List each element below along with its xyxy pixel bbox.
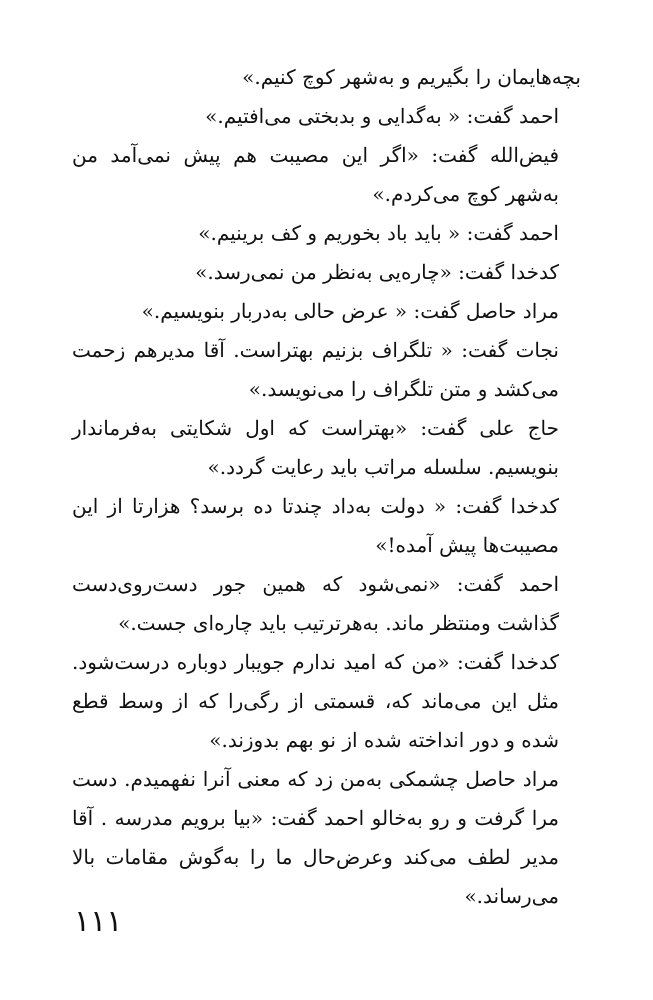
body-text <box>72 58 581 916</box>
paragraph-morad-2: مراد حاصل چشمکی به‌من زد که معنی آنرا نفهمیدم. دست مرا گرفت و رو به‌خالو احمد گفت: «بیا برویم مدرسه . آقا مدیر لطف می‌کند وعرض‌حال ما را به‌گوش مقامات بالا می‌رساند.» <box>72 767 559 908</box>
paragraph-nejat: نجات گفت: « تلگراف بزنیم بهتراست. آقا مدیرهم زحمت می‌کشد و متن تلگراف را می‌نویسد.» <box>72 338 559 401</box>
paragraph-morad-1: مراد حاصل گفت: « عرض حالی به‌دربار بنویسیم.» <box>141 299 559 323</box>
paragraph-continuation: بچه‌هایمان را بگیریم و به‌شهر کوچ کنیم.» <box>242 65 581 89</box>
paragraph-ahmad-3: احمد گفت: «نمی‌شود که همین جور دست‌روی‌دست گذاشت ومنتظر ماند. به‌هرترتیب باید چاره‌ای جست.» <box>72 572 559 635</box>
page-number: ١١١ <box>74 904 123 939</box>
paragraph-feyzollah: فیض‌الله گفت: «اگر این مصیبت هم پیش نمی‌آمد من به‌شهر کوچ می‌کردم.» <box>72 143 559 206</box>
paragraph-kadkhoda-2: کدخدا گفت: « دولت به‌داد چندتا ده برسد؟ هزارتا از این مصیبت‌ها پیش آمده!» <box>72 494 559 557</box>
paragraph-kadkhoda-1: کدخدا گفت: «چاره‌یی به‌نظر من نمی‌رسد.» <box>195 260 559 284</box>
paragraph-ahmad-2: احمد گفت: « باید باد بخوریم و کف برینیم.» <box>198 221 559 245</box>
paragraph-kadkhoda-3: کدخدا گفت: «من که امید ندارم جویبار دوباره درست‌شود. مثل این می‌ماند که، قسمتی از رگی‌را که از وسط قطع شده و دور انداخته شده از نو بهم بدوزند.» <box>72 650 559 752</box>
paragraph-haj-ali: حاج علی گفت: «بهتراست که اول شکایتی به‌فرماندار بنویسیم. سلسله مراتب باید رعایت گردد.» <box>72 416 559 479</box>
paragraph-ahmad-1: احمد گفت: « به‌گدایی و بدبختی می‌افتیم.» <box>205 104 559 128</box>
